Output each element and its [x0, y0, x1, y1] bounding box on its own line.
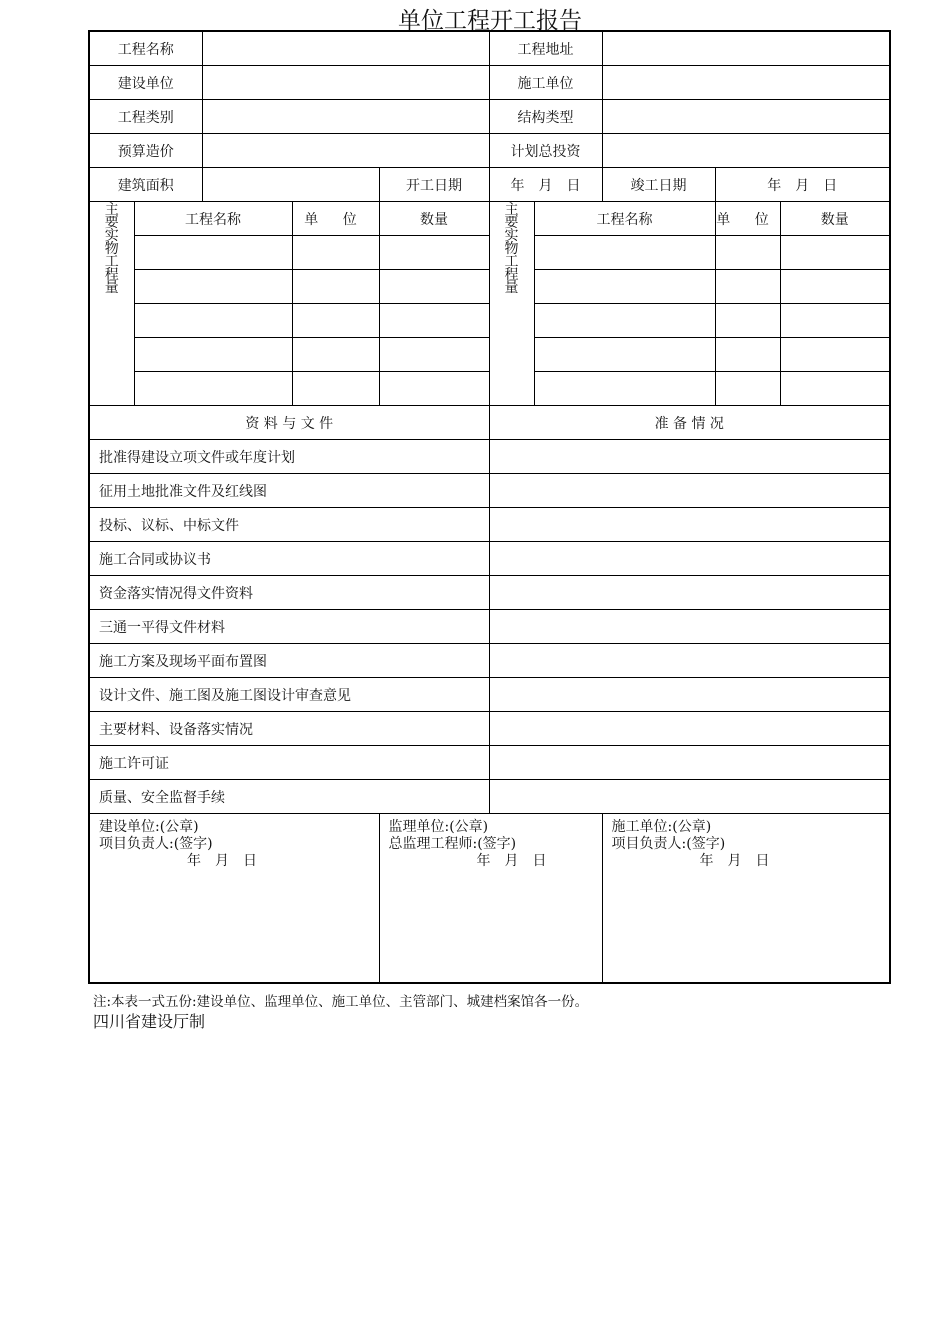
cell-unit[interactable] [292, 270, 379, 304]
cell-name[interactable] [134, 236, 292, 270]
document-row [89, 678, 890, 712]
signature-supervision-unit[interactable]: 监理单位:(公章) 总监理工程师:(签字) 年 月 日 [379, 814, 602, 984]
document-row [89, 610, 890, 644]
field-project-category[interactable] [202, 100, 489, 134]
document-row [89, 712, 890, 746]
label-completion-date: 竣工日期 [602, 168, 715, 202]
col-header-unit-left: 单 位 [292, 202, 379, 236]
signature-contractor-unit[interactable]: 施工单位:(公章) 项目负责人:(签字) 年 月 日 [602, 814, 890, 984]
cell-name[interactable] [534, 236, 715, 270]
page-title: 单位工程开工报告 [398, 8, 582, 34]
label-project-category: 工程类别 [89, 100, 202, 134]
label-building-area: 建筑面积 [89, 168, 202, 202]
field-budget-cost[interactable] [202, 134, 489, 168]
preparation-cell[interactable] [489, 746, 890, 780]
preparation-cell[interactable] [489, 678, 890, 712]
label-structure-type: 结构类型 [489, 100, 602, 134]
preparation-cell[interactable] [489, 508, 890, 542]
cell-unit[interactable] [715, 270, 780, 304]
document-row [89, 440, 890, 474]
preparation-cell[interactable] [489, 644, 890, 678]
field-completion-date[interactable]: 年 月 日 [715, 168, 890, 202]
cell-qty[interactable] [780, 270, 890, 304]
document-row [89, 474, 890, 508]
cell-unit[interactable] [715, 236, 780, 270]
col-header-name-right: 工程名称 [534, 202, 715, 236]
cell-qty[interactable] [780, 372, 890, 406]
preparation-cell[interactable] [489, 576, 890, 610]
label-construction-unit: 建设单位 [89, 66, 202, 100]
document-item: 施工合同或协议书 [89, 542, 489, 576]
cell-name[interactable] [134, 304, 292, 338]
footnote: 注:本表一式五份:建设单位、监理单位、施工单位、主管部门、城建档案馆各一份。 [93, 994, 589, 1010]
cell-unit[interactable] [715, 372, 780, 406]
cell-qty[interactable] [780, 304, 890, 338]
cell-unit[interactable] [292, 338, 379, 372]
label-project-name: 工程名称 [89, 31, 202, 66]
document-row [89, 746, 890, 780]
col-header-name-left: 工程名称 [134, 202, 292, 236]
documents-header: 资 料 与 文 件 [89, 406, 489, 440]
quantities-side-label-right: 主 要 实 物 工 程 量 [489, 202, 534, 406]
cell-unit[interactable] [292, 236, 379, 270]
document-item: 批准得建设立项文件或年度计划 [89, 440, 489, 474]
field-project-address[interactable] [602, 31, 890, 66]
cell-name[interactable] [134, 372, 292, 406]
cell-qty[interactable] [379, 236, 489, 270]
preparation-cell[interactable] [489, 474, 890, 508]
field-construction-unit[interactable] [202, 66, 489, 100]
cell-name[interactable] [534, 304, 715, 338]
document-item: 资金落实情况得文件资料 [89, 576, 489, 610]
field-planned-investment[interactable] [602, 134, 890, 168]
report-form [88, 30, 891, 984]
cell-qty[interactable] [780, 338, 890, 372]
cell-name[interactable] [534, 270, 715, 304]
document-item: 主要材料、设备落实情况 [89, 712, 489, 746]
document-item: 投标、议标、中标文件 [89, 508, 489, 542]
label-budget-cost: 预算造价 [89, 134, 202, 168]
document-row [89, 780, 890, 814]
document-item: 三通一平得文件材料 [89, 610, 489, 644]
preparation-cell[interactable] [489, 712, 890, 746]
cell-unit[interactable] [715, 304, 780, 338]
col-header-unit-right: 单 位 [715, 202, 780, 236]
label-planned-investment: 计划总投资 [489, 134, 602, 168]
document-row [89, 644, 890, 678]
field-contractor-unit[interactable] [602, 66, 890, 100]
label-start-date: 开工日期 [379, 168, 489, 202]
signature-construction-unit[interactable]: 建设单位:(公章) 项目负责人:(签字) 年 月 日 [89, 814, 379, 984]
preparation-cell[interactable] [489, 440, 890, 474]
issuer: 四川省建设厅制 [93, 1012, 206, 1031]
document-row [89, 542, 890, 576]
field-project-name[interactable] [202, 31, 489, 66]
preparation-header: 准 备 情 况 [489, 406, 890, 440]
field-structure-type[interactable] [602, 100, 890, 134]
preparation-cell[interactable] [489, 542, 890, 576]
cell-name[interactable] [534, 338, 715, 372]
cell-unit[interactable] [715, 338, 780, 372]
preparation-cell[interactable] [489, 610, 890, 644]
document-item: 设计文件、施工图及施工图设计审查意见 [89, 678, 489, 712]
document-item: 征用土地批准文件及红线图 [89, 474, 489, 508]
cell-unit[interactable] [292, 372, 379, 406]
document-item: 质量、安全监督手续 [89, 780, 489, 814]
cell-unit[interactable] [292, 304, 379, 338]
field-building-area[interactable] [202, 168, 379, 202]
cell-qty[interactable] [780, 236, 890, 270]
document-row [89, 508, 890, 542]
cell-name[interactable] [534, 372, 715, 406]
document-item: 施工方案及现场平面布置图 [89, 644, 489, 678]
label-contractor-unit: 施工单位 [489, 66, 602, 100]
cell-qty[interactable] [379, 304, 489, 338]
document-row [89, 576, 890, 610]
cell-qty[interactable] [379, 372, 489, 406]
label-project-address: 工程地址 [489, 31, 602, 66]
col-header-qty-right: 数量 [780, 202, 890, 236]
preparation-cell[interactable] [489, 780, 890, 814]
document-item: 施工许可证 [89, 746, 489, 780]
cell-name[interactable] [134, 338, 292, 372]
field-start-date[interactable]: 年 月 日 [489, 168, 602, 202]
cell-qty[interactable] [379, 270, 489, 304]
cell-name[interactable] [134, 270, 292, 304]
cell-qty[interactable] [379, 338, 489, 372]
quantities-side-label-left: 主 要 实 物 工 程 量 [89, 202, 134, 406]
col-header-qty-left: 数量 [379, 202, 489, 236]
